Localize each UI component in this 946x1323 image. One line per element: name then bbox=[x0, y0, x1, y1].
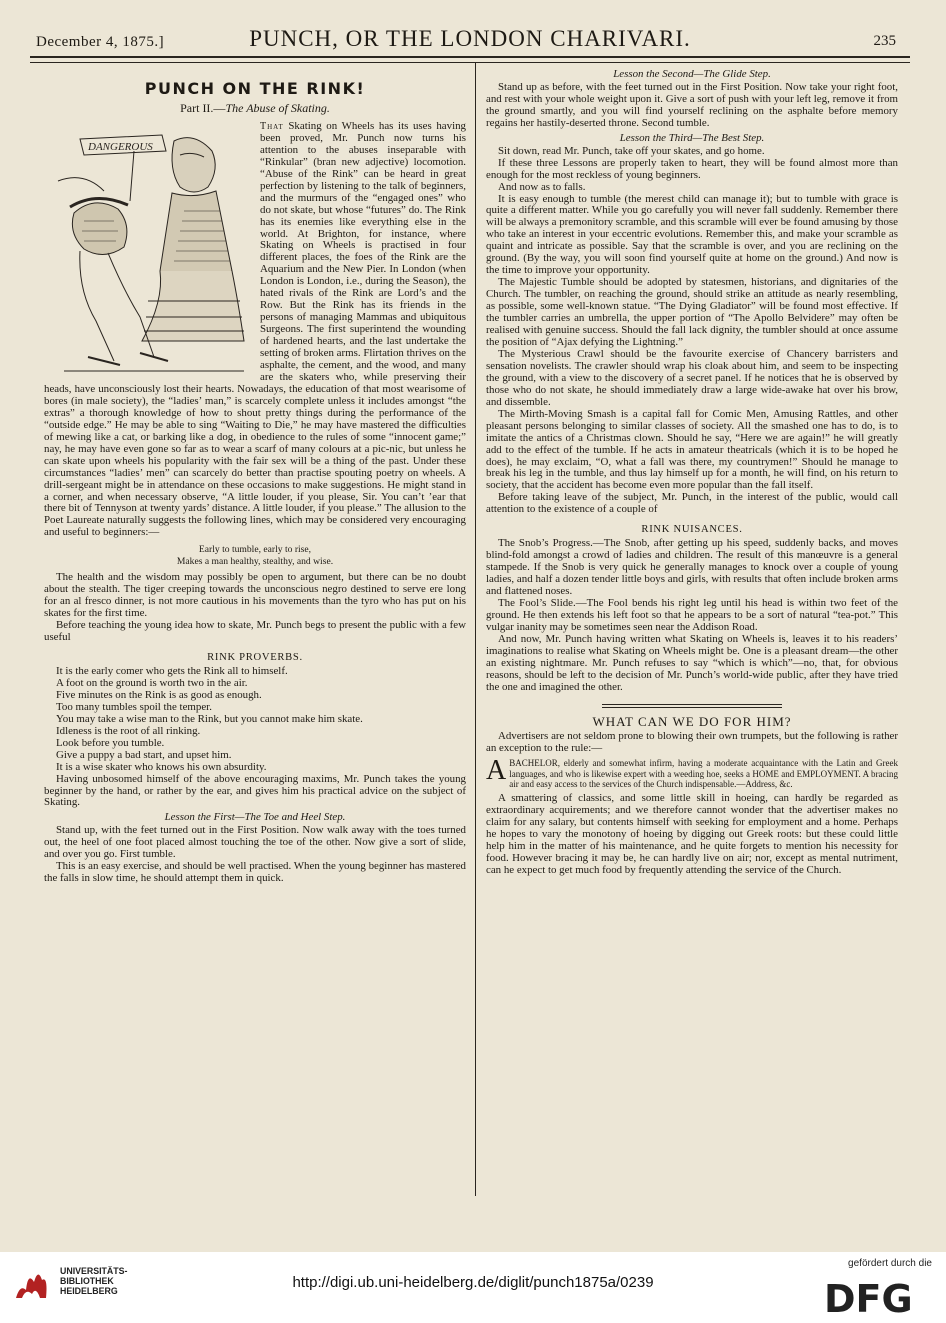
lesson-third-heading: Lesson the Third—The Best Step. bbox=[619, 131, 765, 144]
paragraph: The Mirth-Moving Smash is a capital fall for Comic Men, Amusing Rattles, and other pleasant persons belonging to similar classes of society. All the smashed one has to do, is to imitate the antics of a Christmas clown. Should he say, “Here we are again!” he will greatly add to the effect of the tumble. If he acts in amateur theatricals (which it is to be hoped he does), he may exclaim, “O, what a fall was there, my countrymen!” Should he manage to break his leg in the tumble, and thus lay himself up for a month, he will find, on his return to society, that the accident has become even more popular than the fall itself. bbox=[486, 407, 898, 492]
paragraph: The Mysterious Crawl should be the favourite exercise of Chancery barristers and sensation novelists. The crawler should wrap his cloak about him, and seem to be inspecting the ground, with a view to the discovery of a secret panel. If he notices that he is observed by those who do not skate, he should immediately draw a large wide-awake hat over his brow, and dissemble. bbox=[486, 347, 898, 408]
paragraph: Sit down, read Mr. Punch, take off your skates, and go home. bbox=[498, 144, 765, 157]
funding-caption: gefördert durch die bbox=[848, 1258, 932, 1269]
lesson-first-heading: Lesson the First—The Toe and Heel Step. bbox=[164, 811, 346, 824]
paragraph: And now as to falls. bbox=[498, 180, 586, 193]
article-title: PUNCH ON THE RINK! bbox=[144, 79, 366, 98]
paragraph: If these three Lessons are properly taken to heart, they will be found almost more than enough for the most reckless of young beginners. bbox=[486, 156, 898, 181]
paragraph: And now, Mr. Punch having written what Skating on Wheels is, leaves it to his readers’ imaginations to realise what Skating on Wheels might be. One is a pleasant dream—the other an existing nightmare. Mr. Punch refuses to say “which is which”—no, that, for obvious reasons, should be left to the decision of Mr. Punch’s world-wide public, after they have tried the one and imagined the other. bbox=[486, 632, 898, 693]
paragraph: The Fool’s Slide.—The Fool bends his right leg until his head is within two feet of the ground. He then extends his left foot so that he appears to be a sort of natural “tea-pot.” This vulgar inanity may be sometimes seen near the Addison Road. bbox=[486, 596, 898, 633]
paragraph: The Snob’s Progress.—The Snob, after getting up his speed, suddenly backs, and moves blind-fold amongst a crowd of ladies and children. The result of this manœuvre is a general stampede. If the Snob is very quick he generally manages to knock over a couple of young ladies, and half a dozen tender little boys and girls, with results that often include broken arms and flattened noses. bbox=[486, 537, 898, 598]
paragraph: Before taking leave of the subject, Mr. Punch, in the interest of the public, would call attention to the existence of a couple of bbox=[486, 491, 898, 516]
proverb: A foot on the ground is worth two in the air. bbox=[56, 676, 248, 689]
paragraph-3: Before teaching the young idea how to skate, Mr. Punch begs to present the public with a few useful bbox=[44, 619, 466, 644]
header-date: December 4, 1875.] bbox=[36, 34, 165, 50]
paragraph: Advertisers are not seldom prone to blowing their own trumpets, but the following is rather an exception to the rule:— bbox=[486, 729, 898, 754]
paragraph: The Majestic Tumble should be adopted by statesmen, historians, and dignitaries of the Church. The tumbler, on reaching the ground, should strike an attitude as nearly resembling, as possible, some well-known statue. “The Dying Gladiator” will be found most effective. If the tumbler carries an umbrella, the upper portion of “The Apollo Belvidere” may often be realised with genuine success. Should the fall lack dignity, the tumbler should at once assume the position of “Ajax defying the Lightning.” bbox=[486, 276, 898, 348]
scanned-page bbox=[10, 0, 936, 1252]
article-title-what-can-we-do: WHAT CAN WE DO FOR HIM? bbox=[592, 713, 792, 729]
paragraph-5: Stand up, with the feet turned out in the First Position. Now walk away with the toes turned out, the heel of one foot placed almost touching the toe of the other. Now give a sort of slide, and over you go. First tumble. bbox=[44, 824, 466, 861]
proverb: It is a wise skater who knows his own absurdity. bbox=[56, 760, 267, 773]
advertisement: ABACHELOR, elderly and somewhat infirm, having a moderate acquaintance with the Latin and Greek languages, and who is likewise expert with a weeding hoe, seeks a HOME and EMPLOYMENT. A bracing air and easy access to the services of the Church indispensable.—Address, &c. bbox=[486, 755, 898, 789]
paragraph-2: The health and the wisdom may possibly be open to argument, but there can be no doubt about the stealth. The tiger creeping towards the unconscious negro destined to serve ere long for an al fresco dinner, is not more cautious in his movements than the tyro who has put on his skates for the first time. bbox=[44, 571, 466, 620]
paragraph-4: Having unbosomed himself of the above encouraging maxims, Mr. Punch takes the young beginner by the hand, or rather by the ear, and gives him his practical advice on the subject of Skating. bbox=[44, 772, 466, 809]
article-subtitle: Part II.—The Abuse of Skating. bbox=[180, 101, 330, 115]
page-header bbox=[30, 22, 910, 58]
proverb: You may take a wise man to the Rink, but you cannot make him skate. bbox=[56, 712, 363, 725]
paragraph: A smattering of classics, and some little skill in hoeing, can hardly be regarded as extraordinary acquirements; and we therefore cannot wonder that the advertiser makes no claim for any salary, but contents himself with seeking for employment and a home. Perhaps he hopes to vary the monotony of hoeing by digging out Greek roots: but these could little help him in the matter of his maintenance, and he quite forgets to mention his necessity for food. However bracing it may be, he can hardly live on air; nor, except as mental nutriment, can he expect to get much food by frequently attending the service of the Church. bbox=[486, 792, 898, 876]
illustration-drawing bbox=[44, 121, 252, 379]
section-heading-nuisances: RINK NUISANCES. bbox=[641, 524, 743, 536]
column-divider bbox=[475, 62, 476, 1196]
proverb: It is the early comer who gets the Rink all to himself. bbox=[56, 664, 288, 677]
right-column bbox=[486, 66, 898, 877]
digitization-footer bbox=[0, 1252, 946, 1323]
paragraph-6: This is an easy exercise, and should be well practised. When the young beginner has mastered the falls in slow time, he should attempt them in quick. bbox=[44, 860, 466, 885]
proverb: Give a puppy a bad start, and upset him. bbox=[56, 748, 232, 761]
section-heading-proverbs: RINK PROVERBS. bbox=[207, 652, 303, 664]
paragraph: It is easy enough to tumble (the merest child can manage it); but to tumble with grace is quite a different matter. While you go carefully you will never fall suddenly. Remember there will be always a premonitory scramble, and this scramble will ever be found amusing by those who take an interest in your eccentric evolutions. Remember this, and make your scramble as quaint and intricate as possible. Say that the scramble is over, and you are reclining on the ground. (By the way, you will soon find yourself quite at home on the ground.) And now is the time to improve your opportunity. bbox=[486, 192, 898, 277]
left-column bbox=[44, 66, 466, 885]
proverb: Idleness is the root of all rinking. bbox=[56, 724, 201, 737]
verse: Early to tumble, early to rise, Makes a man healthy, stealthy, and wise. bbox=[176, 544, 334, 567]
skating-illustration bbox=[44, 121, 252, 379]
dfg-logo bbox=[824, 1274, 932, 1318]
source-url-link[interactable]: http://digi.ub.uni-heidelberg.de/diglit/punch1875a/0239 bbox=[292, 1274, 654, 1291]
header-rule bbox=[30, 62, 910, 63]
lesson-second-heading: Lesson the Second—The Glide Step. bbox=[613, 68, 771, 80]
paragraph: Stand up as before, with the feet turned out in the First Position. Now take your right foot, and rest with your whole weight upon it. Give a sort of push with your left leg, remove it from the ground smartly, and you will find yourself reclining on the asphalte before memory regains her hastily-deserted throne. Second tumble. bbox=[486, 80, 898, 129]
danger-sign-text: DANGEROUS bbox=[88, 140, 153, 153]
paragraph-1: That Skating on Wheels has its uses having been proved, Mr. Punch now turns his attention to the abuses inseparable with “Rinkular” (bran new adjective) locomotion. “Abuse of the Rink” can be heard in great perfection by listening to the talk of beginners, and the murmurs of the “engaged ones” who do not skate, but whose “futures” do. The Rink has its enemies like everything else in the world. At Brighton, for instance, where Skating on Wheels is practised in four different places, the foes of the Rink are the Aquarium and the New Pier. In London (when London is London, i.e., during the Season), the hated rivals of the Rink are Lord’s and the Row. But the Rink has its friends in the persons of managing Mammas and ubiquitous Surgeons. The first superintend the wounding of hardened hearts, and the last undertake the setting of broken arms. Flirtation thrives on the asphalte, the cement, and the wood, and many are the skaters who, while preserving their heads, have unconsciously lost their hearts. Nowadays, the education of that most wearisome of bores (in male society), the “ladies’ man,” is scarcely complete unless it includes amongst “the extras” a thorough knowledge of how to shout pretty things during the performance of the “outside edge.” He may be able to sing “Waiting to Die,” he may have mastered the difficulties of mewing like a cat, or barking like a dog, in obedience to the rules of some “innocent game;” nay, he may have even gone so far as to wear a scarf of many colours at a pic-nic, but unless he can skate upon wheels his popularity with the fair sex will be a thing of the past. Under these circumstances “ladies’ men” can scarcely do better than practise spouting poetry on wheels. A drill-sergeant might be in attendance on these occasions to make suggestions. He might stand in a corner, and when necessary observe, “A little louder, if you please, Sir. You can’t ’ear that there bit of Tennyson at twenty yards’ distance. A little louder, if you please.” The allusion to the Poet Laureate naturally suggests the following lines, which may be considered very encouraging and useful to beginners:— bbox=[44, 119, 466, 539]
proverb: Too many tumbles spoil the temper. bbox=[56, 700, 212, 713]
university-library-name: UNIVERSITÄTS- BIBLIOTHEK HEIDELBERG bbox=[60, 1266, 128, 1296]
dfg-logo-text: DFG bbox=[824, 1277, 913, 1318]
header-title: PUNCH, OR THE LONDON CHARIVARI. bbox=[249, 26, 691, 51]
page-number: 235 bbox=[873, 33, 896, 49]
proverb: Look before you tumble. bbox=[56, 736, 165, 749]
section-divider bbox=[602, 704, 782, 708]
proverb: Five minutes on the Rink is as good as enough. bbox=[56, 688, 262, 701]
